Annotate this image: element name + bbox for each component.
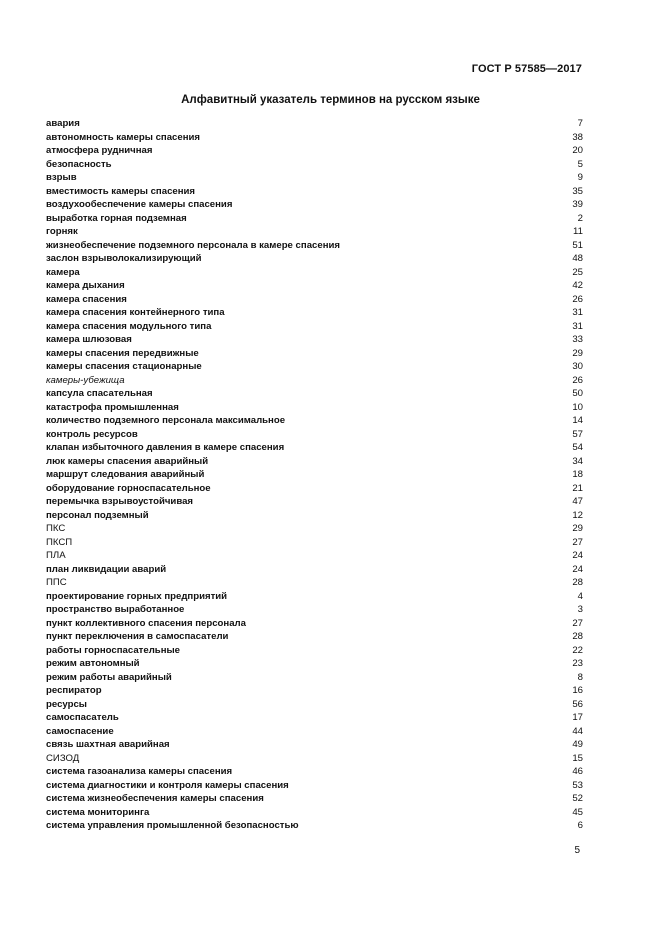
- index-page-ref: 16: [572, 685, 583, 696]
- index-term: респиратор: [46, 685, 102, 696]
- index-page-ref: 21: [572, 482, 583, 494]
- index-page-ref: 57: [572, 428, 583, 440]
- index-page-ref: 4: [577, 590, 583, 602]
- index-page-ref: 24: [572, 550, 583, 561]
- index-term: количество подземного персонала максимальное: [46, 415, 286, 426]
- index-term: система диагностики и контроля камеры спасения: [46, 779, 289, 791]
- index-page-ref: 35: [572, 185, 583, 197]
- index-page-ref: 48: [572, 253, 583, 264]
- index-page-ref: 11: [573, 226, 583, 237]
- index-entry: [46, 212, 583, 226]
- index-term: камера: [46, 266, 80, 278]
- index-term: система газоанализа камеры спасения: [46, 766, 233, 777]
- index-term: камера дыхания: [46, 280, 125, 291]
- index-entry: [46, 752, 583, 766]
- index-page-ref: 39: [572, 199, 583, 210]
- index-page-ref: 20: [572, 145, 583, 156]
- index-entry: [46, 765, 583, 779]
- index-page-ref: 42: [572, 280, 583, 291]
- index-entry: [46, 360, 583, 374]
- index-entry: [46, 117, 583, 131]
- index-page-ref: 30: [572, 361, 583, 372]
- index-term: связь шахтная аварийная: [46, 739, 170, 750]
- index-entry: [46, 414, 583, 428]
- index-term: система мониторинга: [46, 806, 150, 818]
- index-entry: [46, 779, 583, 793]
- index-page-ref: 29: [572, 347, 583, 359]
- index-entry: [46, 657, 583, 671]
- index-entry: [46, 644, 583, 658]
- index-page-ref: 53: [572, 779, 583, 791]
- index-term: атмосфера рудничная: [46, 145, 153, 156]
- index-term: пространство выработанное: [46, 604, 185, 615]
- index-term: самоспасатель: [46, 712, 119, 723]
- index-page-ref: 2: [577, 212, 583, 224]
- index-term: автономность камеры спасения: [46, 131, 201, 143]
- page-number: 5: [574, 845, 580, 856]
- index-term: горняк: [46, 226, 78, 237]
- index-page-ref: 15: [572, 752, 583, 764]
- index-entry: [46, 522, 583, 536]
- index-term: камеры-убежища: [46, 374, 125, 386]
- index-term: взрыв: [46, 172, 77, 183]
- index-page-ref: 38: [572, 131, 583, 143]
- index-term: пункт переключения в самоспасатели: [46, 631, 229, 642]
- index-entry: [46, 819, 583, 833]
- index-entry: [46, 293, 583, 307]
- index-entry: [46, 698, 583, 712]
- index-page-ref: 12: [572, 509, 583, 521]
- index-entry: [46, 428, 583, 442]
- index-entry: [46, 252, 583, 266]
- index-entry: [46, 387, 583, 401]
- index-entry: [46, 536, 583, 550]
- index-entry: [46, 792, 583, 806]
- index-page-ref: 25: [572, 266, 583, 278]
- index-page-ref: 26: [572, 293, 583, 305]
- index-term: ресурсы: [46, 698, 88, 710]
- index-page-ref: 47: [572, 496, 583, 507]
- index-entry: [46, 725, 583, 739]
- index-entry: [46, 563, 583, 577]
- index-term: авария: [46, 118, 80, 129]
- index-term: камеры спасения стационарные: [46, 361, 202, 372]
- index-entry: [46, 131, 583, 145]
- index-page-ref: 7: [577, 118, 583, 129]
- index-term: режим автономный: [46, 658, 140, 669]
- index-page-ref: 31: [572, 320, 583, 332]
- index-page-ref: 8: [577, 671, 583, 683]
- index-term: режим работы аварийный: [46, 671, 172, 683]
- index-entry: [46, 806, 583, 820]
- index-page-ref: 9: [577, 172, 583, 183]
- index-page-ref: 5: [577, 158, 583, 170]
- term-index-list: [46, 117, 583, 833]
- index-term: план ликвидации аварий: [46, 563, 167, 575]
- index-page-ref: 50: [572, 388, 583, 399]
- index-entry: [46, 603, 583, 617]
- index-entry: [46, 576, 583, 590]
- index-page-ref: 27: [572, 536, 583, 548]
- index-entry: [46, 495, 583, 509]
- index-term: перемычка взрывоустойчивая: [46, 496, 194, 507]
- index-page-ref: 49: [572, 739, 583, 750]
- index-term: ППС: [46, 577, 67, 588]
- index-page-ref: 18: [572, 469, 583, 480]
- index-term: система управления промышленной безопасностью: [46, 820, 299, 831]
- index-entry: [46, 374, 583, 388]
- index-term: воздухообеспечение камеры спасения: [46, 199, 233, 210]
- index-page-ref: 56: [572, 698, 583, 710]
- index-entry: [46, 266, 583, 280]
- index-term: ПЛА: [46, 550, 66, 561]
- index-term: вместимость камеры спасения: [46, 185, 196, 197]
- index-entry: [46, 441, 583, 455]
- index-term: работы горноспасательные: [46, 644, 181, 656]
- index-page-ref: 46: [572, 766, 583, 777]
- index-term: люк камеры спасения аварийный: [46, 455, 209, 467]
- index-entry: [46, 158, 583, 172]
- index-entry: [46, 225, 583, 239]
- index-term: проектирование горных предприятий: [46, 590, 228, 602]
- index-page-ref: 51: [572, 239, 583, 251]
- index-term: клапан избыточного давления в камере спасения: [46, 442, 285, 453]
- index-entry: [46, 482, 583, 496]
- index-page-ref: 24: [572, 563, 583, 575]
- index-page-ref: 14: [572, 415, 583, 426]
- index-entry: [46, 509, 583, 523]
- index-page-ref: 31: [572, 307, 583, 318]
- index-page-ref: 44: [572, 725, 583, 737]
- index-term: камера спасения: [46, 293, 127, 305]
- index-term: камеры спасения передвижные: [46, 347, 199, 359]
- index-page-ref: 10: [572, 401, 583, 413]
- index-term: ПКСП: [46, 536, 73, 548]
- index-term: катастрофа промышленная: [46, 401, 179, 413]
- index-entry: [46, 401, 583, 415]
- index-entry: [46, 279, 583, 293]
- index-page-ref: 52: [572, 793, 583, 804]
- index-entry: [46, 239, 583, 253]
- index-term: система жизнеобеспечения камеры спасения: [46, 793, 264, 804]
- index-entry: [46, 455, 583, 469]
- index-entry: [46, 468, 583, 482]
- index-term: СИЗОД: [46, 752, 80, 764]
- index-term: пункт коллективного спасения персонала: [46, 617, 246, 629]
- index-entry: [46, 333, 583, 347]
- index-page-ref: 17: [572, 712, 583, 723]
- index-page-ref: 3: [577, 604, 583, 615]
- index-term: камера спасения контейнерного типа: [46, 307, 225, 318]
- index-page-ref: 28: [572, 631, 583, 642]
- index-entry: [46, 671, 583, 685]
- document-code: ГОСТ Р 57585—2017: [471, 63, 582, 75]
- index-page-ref: 34: [572, 455, 583, 467]
- index-entry: [46, 198, 583, 212]
- index-entry: [46, 144, 583, 158]
- index-entry: [46, 711, 583, 725]
- index-term: персонал подземный: [46, 509, 149, 521]
- index-entry: [46, 306, 583, 320]
- index-page-ref: 28: [572, 577, 583, 588]
- index-term: маршрут следования аварийный: [46, 469, 205, 480]
- index-page-ref: 33: [572, 334, 583, 345]
- index-term: ПКС: [46, 523, 66, 534]
- index-term: контроль ресурсов: [46, 428, 138, 440]
- index-term: самоспасение: [46, 725, 114, 737]
- index-entry: [46, 347, 583, 361]
- index-term: оборудование горноспасательное: [46, 482, 211, 494]
- index-term: капсула спасательная: [46, 388, 153, 399]
- index-term: заслон взрыволокализирующий: [46, 253, 202, 264]
- index-page-ref: 27: [572, 617, 583, 629]
- index-entry: [46, 590, 583, 604]
- index-entry: [46, 320, 583, 334]
- index-page-ref: 23: [572, 658, 583, 669]
- index-term: выработка горная подземная: [46, 212, 187, 224]
- index-page-ref: 45: [572, 806, 583, 818]
- index-page-ref: 54: [572, 442, 583, 453]
- index-title: Алфавитный указатель терминов на русском языке: [181, 94, 480, 106]
- index-entry: [46, 171, 583, 185]
- index-page-ref: 22: [572, 644, 583, 656]
- index-page-ref: 26: [572, 374, 583, 386]
- index-entry: [46, 549, 583, 563]
- index-entry: [46, 617, 583, 631]
- index-entry: [46, 185, 583, 199]
- index-term: жизнеобеспечение подземного персонала в камере спасения: [46, 239, 340, 251]
- index-page-ref: 6: [577, 820, 583, 831]
- index-term: безопасность: [46, 158, 112, 170]
- index-entry: [46, 630, 583, 644]
- index-entry: [46, 684, 583, 698]
- index-term: камера шлюзовая: [46, 334, 132, 345]
- index-term: камера спасения модульного типа: [46, 320, 212, 332]
- index-page-ref: 29: [572, 523, 583, 534]
- index-entry: [46, 738, 583, 752]
